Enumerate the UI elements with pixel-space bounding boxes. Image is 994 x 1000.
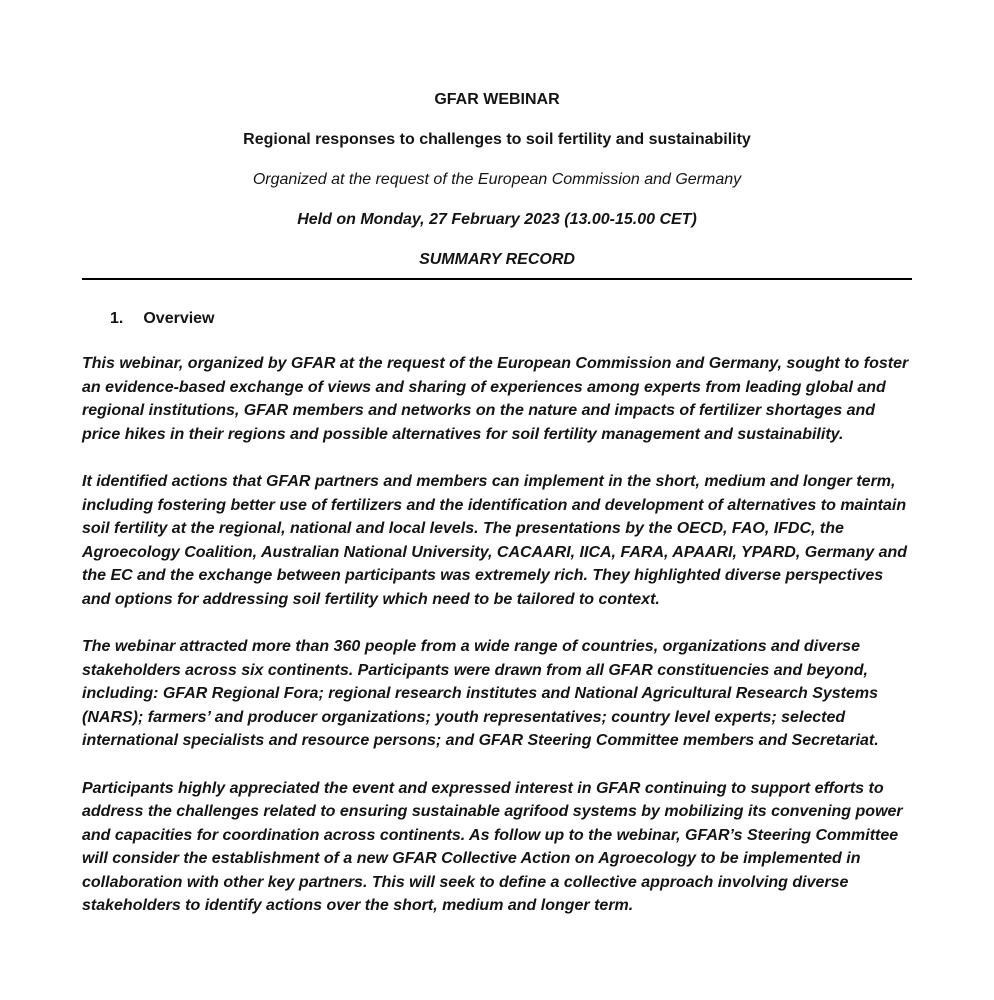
summary-record-heading: SUMMARY RECORD [419,251,575,268]
doc-subtitle: Regional responses to challenges to soil fertility and sustainability [243,131,751,148]
section-title: Overview [143,310,215,327]
paragraph-overview-2: It identified actions that GFAR partners and members can implement in the short, medium and longer term, including fostering better use of fertilizers and the identification and development of alternatives to maintain soil fertility at the regional, national and local levels. The presentations by the OECD, FAO, IFDC, the Agroecology Coalition, Australian National University, CACAARI, IICA, FARA, APAARI, YPARD, Germany and the EC and the exchange between participants was extremely rich. They highlighted diverse perspectives and options for addressing soil fertility which need to be tailored to context. [82,473,908,608]
section-number: 1. [110,310,124,327]
doc-organizer-line: Organized at the request of the European Commission and Germany [252,171,742,188]
doc-title: GFAR WEBINAR [434,91,560,108]
paragraph-overview-1: This webinar, organized by GFAR at the request of the European Commission and Germany, sought to foster an evidence-based exchange of views and sharing of experiences among experts from leading global and regional institutions, GFAR members and networks on the nature and impacts of fertilizer shortages and price hikes in their regions and possible alternatives for soil fertility management and sustainability. [82,355,909,443]
paragraph-overview-4: Participants highly appreciated the event and expressed interest in GFAR continuing to support efforts to address the challenges related to ensuring sustainable agrifood systems by mobilizing its convening power and capacities for coordination across continents. As follow up to the webinar, GFAR’s Steering Committee will consider the establishment of a new GFAR Collective Action on Agroecology to be implemented in collaboration with other key partners. This will seek to define a collective approach involving diverse stakeholders to identify actions over the short, medium and longer term. [82,779,903,914]
summary-record-rule [82,250,912,280]
section-heading-overview [110,310,912,328]
paragraph-overview-3: The webinar attracted more than 360 people from a wide range of countries, organizations and diverse stakeholders across six continents. Participants were drawn from all GFAR constituencies and beyond, including: GFAR Regional Fora; regional research institutes and National Agricultural Research Systems (NARS); farmers’ and producer organizations; youth representatives; country level experts; selected international specialists and resource persons; and GFAR Steering Committee members and Secretariat. [82,638,879,749]
doc-date-line: Held on Monday, 27 February 2023 (13.00-15.00 CET) [297,211,697,228]
